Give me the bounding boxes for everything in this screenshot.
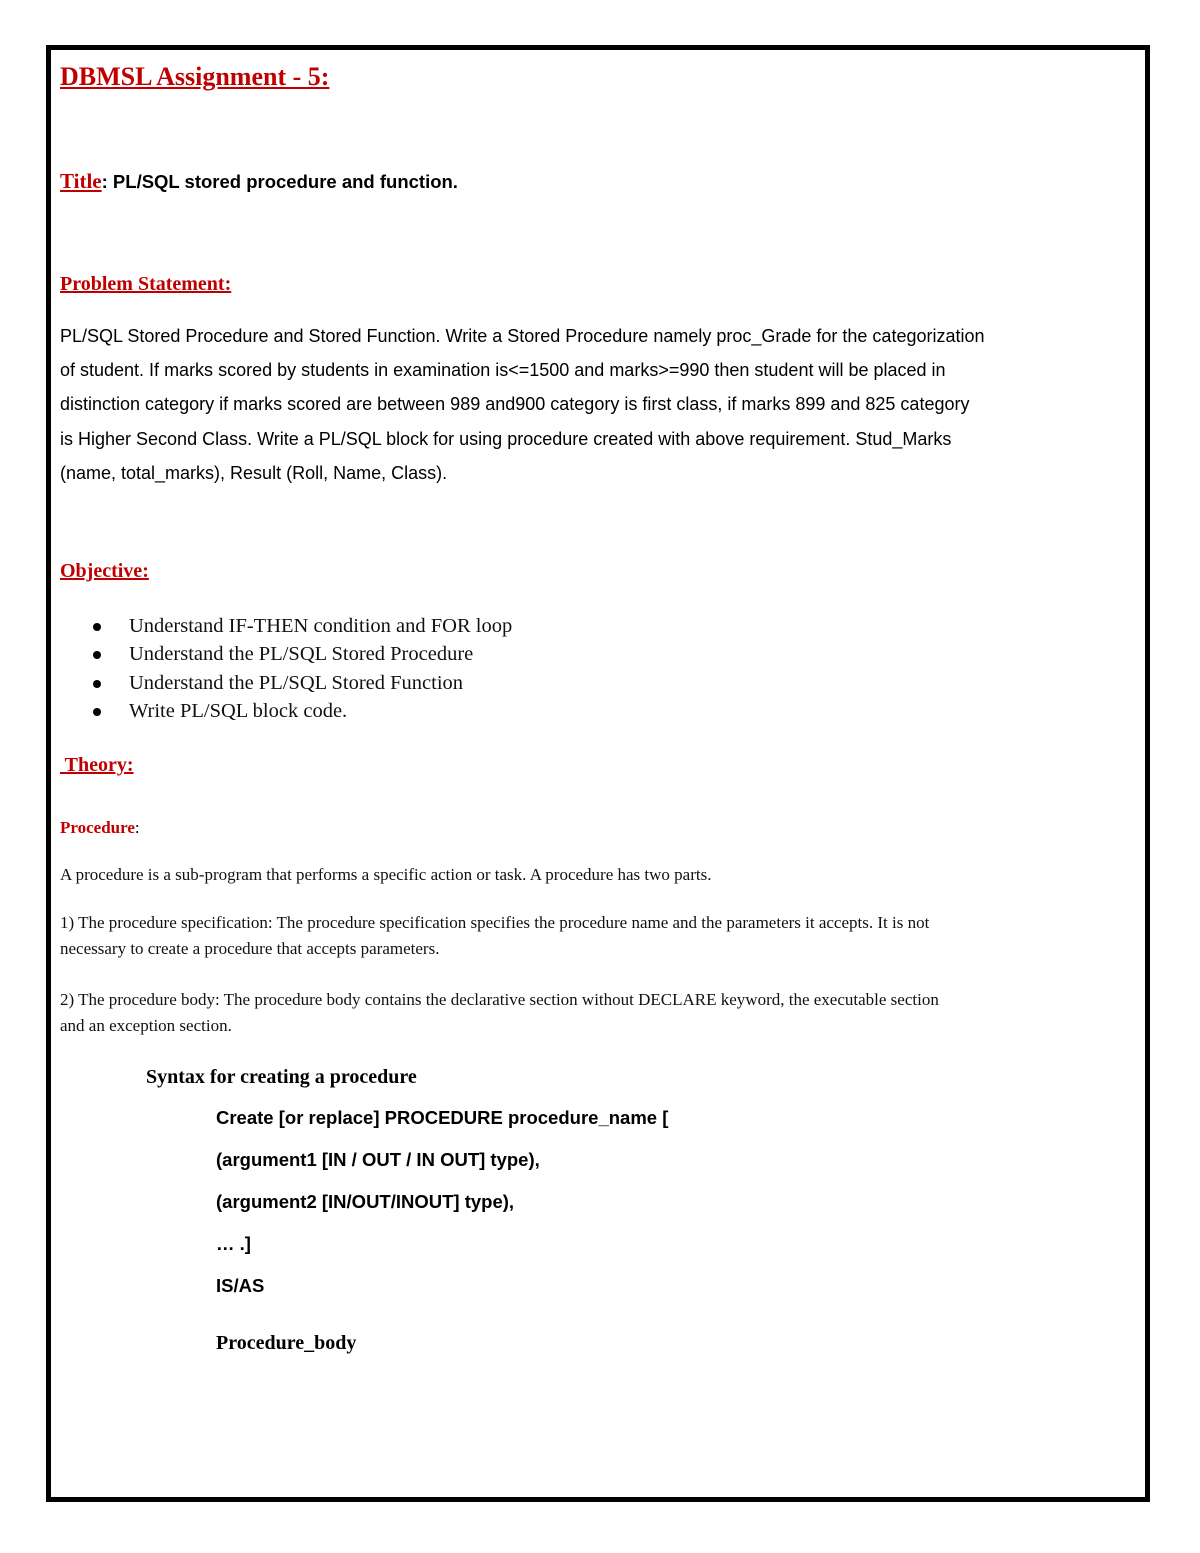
procedure-colon: : <box>134 818 140 837</box>
procedure-label: Procedure <box>60 818 135 837</box>
bullet-icon <box>93 680 101 688</box>
problem-line: PL/SQL Stored Procedure and Stored Function. Write a Stored Procedure namely proc_Grade for the categorization <box>60 326 985 346</box>
procedure-body-line2: and an exception section. <box>60 1016 232 1035</box>
problem-line: (name, total_marks), Result (Roll, Name, Class). <box>60 462 448 483</box>
problem-line: distinction category if marks scored are between 989 and900 category is first class, if marks 899 and 825 category <box>60 394 970 415</box>
objective-item: Understand IF-THEN condition and FOR loop <box>91 612 512 640</box>
syntax-line: … .] <box>216 1233 251 1254</box>
procedure-body-line1: 2) The procedure body: The procedure body contains the declarative section without DECLARE keyword, the executable section <box>60 990 939 1009</box>
procedure-spec-line1: 1) The procedure specification: The procedure specification specifies the procedure name and the parameters it accepts. It is not <box>60 913 930 932</box>
bullet-icon <box>93 623 101 631</box>
objective-item: Understand the PL/SQL Stored Procedure <box>91 640 512 668</box>
objective-list <box>91 612 512 725</box>
procedure-spec-line2: necessary to create a procedure that accepts parameters. <box>60 939 440 958</box>
problem-line: of student. If marks scored by students in examination is<=1500 and marks>=990 then student will be placed in <box>60 360 946 381</box>
theory-heading: Theory: <box>60 754 134 776</box>
syntax-line: Create [or replace] PROCEDURE procedure_name [ <box>216 1107 669 1128</box>
syntax-line: IS/AS <box>216 1275 265 1296</box>
bullet-icon <box>93 651 101 659</box>
problem-statement-heading: Problem Statement: <box>60 273 232 295</box>
syntax-line: (argument2 [IN/OUT/INOUT] type), <box>216 1191 515 1212</box>
objective-item: Write PL/SQL block code. <box>91 697 512 725</box>
procedure-intro: A procedure is a sub-program that performs a specific action or task. A procedure has two parts. <box>60 865 712 884</box>
syntax-heading: Syntax for creating a procedure <box>146 1066 417 1088</box>
procedure-body-placeholder: Procedure_body <box>216 1332 357 1354</box>
title-line <box>60 169 458 194</box>
title-label: Title <box>60 169 102 193</box>
objective-item: Understand the PL/SQL Stored Function <box>91 669 512 697</box>
procedure-subheading <box>60 818 140 838</box>
page-frame <box>46 45 1150 1502</box>
title-value: : PL/SQL stored procedure and function. <box>101 171 458 192</box>
problem-line: is Higher Second Class. Write a PL/SQL block for using procedure created with above requirement. Stud_Marks <box>60 428 952 449</box>
assignment-title: DBMSL Assignment - 5: <box>60 62 330 91</box>
bullet-icon <box>93 708 101 716</box>
problem-statement-body <box>60 319 1150 490</box>
syntax-line: (argument1 [IN / OUT / IN OUT] type), <box>216 1149 540 1170</box>
objective-heading: Objective: <box>60 560 149 582</box>
